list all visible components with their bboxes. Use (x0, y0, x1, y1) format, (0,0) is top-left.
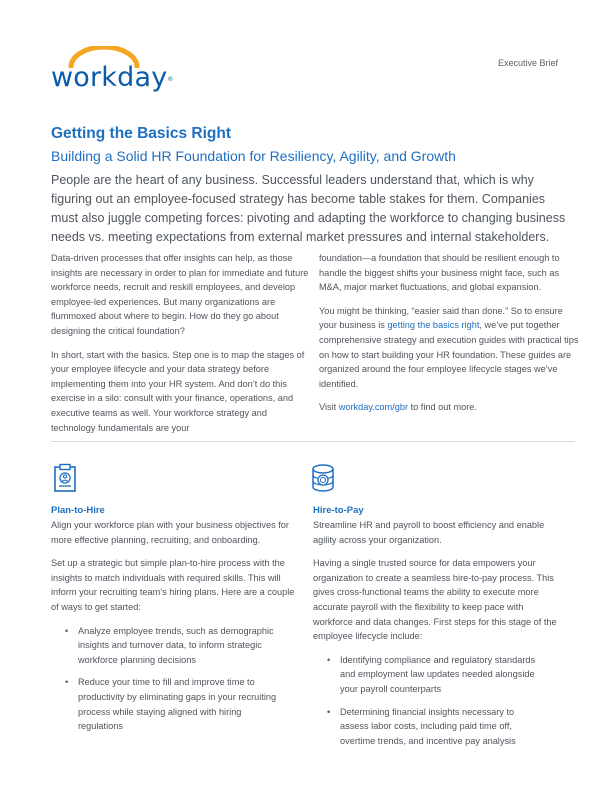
workday-gbr-link[interactable]: workday.com/gbr (338, 402, 409, 413)
left-paragraph-1: Data-driven processes that offer insights can help, as those insights are necessary in order to plan for immediate and future workforce needs, recruit and reskill employees, and develop employee-led experiences. But many organizations are flummoxed about where to begin. How do they go about designing the critical foundation? (51, 253, 309, 336)
plan-paragraph: Set up a strategic but simple plan-to-hire process with the insights to match individuals with required skills. This will inform your recruiting team’s hiring plans. Here are a couple of ways to get started: (51, 558, 295, 612)
right-column (319, 251, 579, 424)
hire-to-pay-body (313, 518, 561, 756)
plan-to-hire-title: Plan-to-Hire (51, 505, 105, 516)
intro-paragraph: People are the heart of any business. Successful leaders understand that, which is why figuring out an employee-focused strategy has become table stakes for them. Companies must also juggle competing forces: pivoting and adapting the workforce to changing business needs vs. meeting expectations from external market pressures and internal stakeholders. (51, 173, 566, 244)
plan-bullet-list (51, 624, 299, 734)
list-item: • Identifying compliance and regulatory standards and employment law updates needed alongside your payroll counterparts (340, 653, 545, 697)
document-type-label: Executive Brief (497, 58, 558, 68)
list-item: • Determining financial insights necessary to assess labor costs, including paid time off, overtime trends, and incentive pay analysis (340, 705, 545, 749)
pay-lead: Streamline HR and payroll to boost efficiency and enable agility across your organization. (313, 520, 545, 545)
clipboard-person-icon (53, 463, 77, 493)
left-paragraph-2: In short, start with the basics. Step one is to map the stages of your employee lifecycle and your data strategy before implementing them into your HR system. And don’t do this exercise in a silo: consult with your finance, operations, and executive teams as well. Your workforce strategy and technology fundamentals are your (51, 349, 305, 433)
plan-lead: Align your workforce plan with your business objectives for more effective planning, recruiting, and onboarding. (51, 520, 289, 545)
right-paragraph-3: Visit workday.com/gbr to find out more. (319, 402, 477, 413)
workday-logo: workday® (51, 62, 174, 93)
page-title: Getting the Basics Right (51, 125, 231, 142)
pay-paragraph: Having a single trusted source for data empowers your organization to create a seamless hire-to-pay process. This gives cross-functional teams the ability to execute more accurate payroll with the flexibility to keep pace with workforce and data changes. First steps for this stage of the employee lifecycle include: (313, 558, 557, 642)
list-item: • Analyze employee trends, such as demographic insights and turnover data, to inform strategic workforce planning decisions (78, 624, 283, 668)
right-paragraph-1: foundation—a foundation that should be resilient enough to handle the biggest shifts your business might face, such as M&A, major market fluctuations, and global expansion. (319, 253, 560, 293)
getting-basics-link[interactable]: getting the basics right (387, 320, 480, 331)
hire-to-pay-title: Hire-to-Pay (313, 505, 364, 516)
left-column (51, 251, 311, 444)
page-subtitle: Building a Solid HR Foundation for Resiliency, Agility, and Growth (51, 148, 456, 164)
coin-stack-icon (310, 463, 336, 493)
plan-to-hire-body (51, 518, 299, 742)
section-divider (51, 441, 575, 442)
right-paragraph-2: You might be thinking, “easier said than done.” So to ensure your business is getting the basics right, we’ve put together comprehensive strategy and execution guides with practical tips on how to start building your HR foundation. These guides are organized around the four employee lifecycle stages we’ve identified. (319, 305, 579, 389)
pay-bullet-list (313, 653, 561, 749)
list-item: • Reduce your time to fill and improve time to productivity by eliminating gaps in your recruiting process while staying aligned with hiring regulations (78, 675, 283, 733)
